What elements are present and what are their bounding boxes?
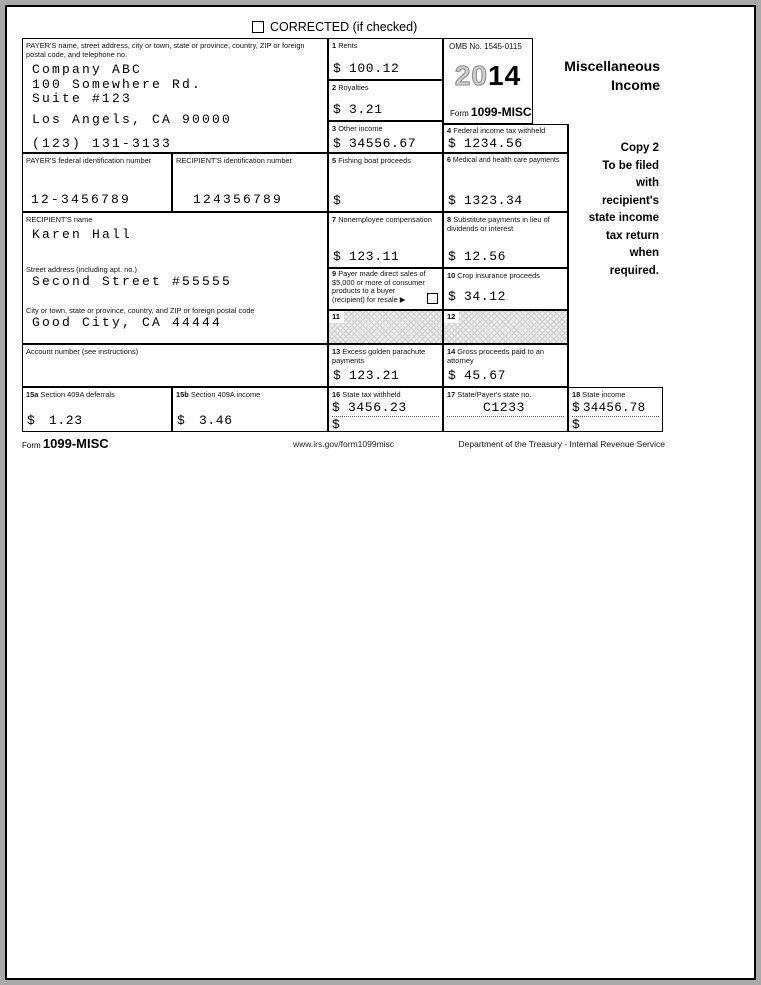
- box3-other-income: [328, 121, 443, 153]
- payer-id-label: PAYER'S federal identification number: [26, 156, 152, 165]
- box2-label: Royalties: [338, 83, 369, 92]
- box18-state-income: [568, 387, 663, 432]
- box14-label: Gross proceeds paid to an attorney: [447, 347, 544, 365]
- box16-dollar2: $: [332, 417, 340, 432]
- box15b-409a-income: [172, 387, 328, 432]
- payer-info-cell: [22, 38, 328, 153]
- box1-dollar: $: [333, 61, 341, 76]
- box6-medical: [443, 153, 568, 212]
- payer-city: Los Angels, CA 90000: [32, 111, 233, 127]
- box9-direct-sales: [328, 268, 443, 310]
- box6-dollar: $: [448, 193, 456, 208]
- box6-label: Medical and health care payments: [452, 157, 560, 164]
- box10-value: 34.12: [464, 289, 507, 304]
- box18-number: 18: [572, 390, 581, 399]
- box16-state-tax: [328, 387, 443, 432]
- account-number-label: Account number (see instructions): [26, 347, 139, 356]
- box13-label: Excess golden parachute payments: [332, 347, 426, 365]
- box7-number: 7: [332, 215, 337, 224]
- box10-number: 10: [447, 271, 456, 280]
- box15b-number: 15b: [176, 390, 189, 399]
- tax-year: [444, 60, 532, 92]
- box15b-dollar: $: [177, 413, 185, 428]
- footer-form-number: Form 1099-MISC: [22, 436, 109, 451]
- box2-royalties: [328, 80, 443, 121]
- payer-phone: (123) 131-3133: [32, 136, 173, 151]
- box1-rents: [328, 38, 443, 80]
- box2-number: 2: [332, 83, 337, 92]
- recipient-name: Karen Hall: [32, 227, 133, 242]
- box3-number: 3: [332, 124, 337, 133]
- form-number-label: Form 1099-MISC: [450, 105, 532, 119]
- box13-parachute: [328, 344, 443, 387]
- copy2-line8: required.: [609, 264, 659, 277]
- box7-value: 123.11: [349, 249, 400, 264]
- box7-dollar: $: [333, 249, 341, 264]
- copy2-line2: To be filed: [602, 159, 659, 172]
- corrected-label: CORRECTED (if checked): [270, 20, 418, 34]
- title-line1: Miscellaneous: [564, 58, 660, 74]
- payer-suite: Suite #123: [32, 91, 133, 106]
- box14-dollar: $: [448, 368, 456, 383]
- box10-dollar: $: [448, 289, 456, 304]
- box17-payer-state-no: [443, 387, 568, 432]
- box16-number: 16: [332, 390, 341, 399]
- box4-federal-tax: [443, 124, 568, 153]
- box1-value: 100.12: [349, 61, 400, 76]
- box10-label: Crop insurance proceeds: [457, 271, 540, 280]
- corrected-checkbox[interactable]: [252, 21, 264, 33]
- box18-label: State income: [582, 390, 626, 399]
- box2-value: 3.21: [349, 102, 383, 117]
- box8-dollar: $: [448, 249, 456, 264]
- box3-label: Other income: [338, 124, 383, 133]
- form-footer: [22, 436, 665, 452]
- box4-dollar: $: [448, 136, 456, 151]
- box8-substitute: [443, 212, 568, 268]
- box18-dollar: $: [572, 400, 580, 415]
- box12-number: 12: [444, 311, 459, 323]
- recipient-street-label: Street address (including apt. no.): [26, 264, 137, 274]
- footer-url: www.irs.gov/form1099misc: [292, 439, 395, 449]
- copy2-block: [568, 124, 663, 387]
- omb-year-cell: [443, 38, 533, 124]
- box3-value: 34556.67: [349, 136, 417, 151]
- box16-dollar: $: [332, 400, 340, 415]
- box7-label: Nonemployee compensation: [338, 215, 432, 224]
- box11-number: 11: [329, 311, 344, 323]
- box15a-dollar: $: [27, 413, 35, 428]
- box18-value: 34456.78: [583, 401, 646, 415]
- recipient-city: Good City, CA 44444: [32, 315, 223, 330]
- box8-number: 8: [447, 215, 452, 224]
- copy2-line5: state income: [588, 212, 659, 224]
- box16-label: State tax withheld: [342, 390, 401, 399]
- box13-value: 123.21: [349, 368, 400, 383]
- box5-fishing-boat: [328, 153, 443, 212]
- box3-dollar: $: [333, 136, 341, 151]
- recipient-id-value: 124356789: [193, 192, 284, 207]
- box10-crop-insurance: [443, 268, 568, 310]
- box17-value: C1233: [483, 400, 526, 415]
- box1-number: 1: [332, 41, 337, 50]
- box17-number: 17: [447, 390, 456, 399]
- year-suffix: 14: [488, 60, 522, 91]
- omb-number: OMB No. 1545-0115: [449, 42, 522, 51]
- copy2-line4: recipient's: [601, 194, 659, 207]
- box11-shaded: [328, 310, 443, 344]
- payer-name: Company ABC: [32, 62, 143, 77]
- box9-number: 9: [332, 269, 337, 278]
- copy2-line7: when: [629, 247, 659, 259]
- box4-number: 4: [447, 126, 452, 135]
- box15a-number: 15a: [26, 390, 39, 399]
- account-number-cell: [22, 344, 328, 387]
- box18-dollar2: $: [572, 417, 580, 432]
- payer-street: 100 Somewhere Rd.: [32, 76, 203, 92]
- box14-value: 45.67: [464, 368, 507, 383]
- payer-id-value: 12-3456789: [31, 192, 132, 207]
- copy2-line3: with: [636, 177, 659, 189]
- box5-label: Fishing boat proceeds: [338, 156, 411, 165]
- box15a-409a-deferrals: [22, 387, 172, 432]
- payer-label: PAYER'S name, street address, city or town, state or province, country, ZIP or foreign postal code, and telephone no.: [26, 41, 305, 59]
- box13-number: 13: [332, 347, 341, 356]
- form-title: [533, 57, 660, 95]
- box15b-value: 3.46: [199, 413, 233, 428]
- form-page: [5, 5, 756, 980]
- box14-attorney: [443, 344, 568, 387]
- box4-label: Federal income tax withheld: [453, 126, 546, 135]
- box15a-value: 1.23: [49, 413, 83, 428]
- copy2-line1: Copy 2: [620, 142, 659, 154]
- recipient-city-label: City or town, state or province, country, and ZIP or foreign postal code: [26, 306, 255, 315]
- box17-label: State/Payer's state no.: [457, 390, 532, 399]
- box4-value: 1234.56: [464, 136, 523, 151]
- box6-value: 1323.34: [464, 193, 523, 208]
- box5-number: 5: [332, 156, 337, 165]
- box15a-label: Section 409A deferrals: [40, 390, 115, 399]
- box5-dollar: $: [333, 193, 341, 208]
- box2-dollar: $: [333, 102, 341, 117]
- recipient-name-label: RECIPIENT'S name: [26, 215, 93, 224]
- recipient-id-cell: [172, 153, 328, 212]
- box16-value: 3456.23: [348, 400, 407, 415]
- box7-nonemployee: [328, 212, 443, 268]
- title-line2: Income: [610, 77, 660, 93]
- box1-label: Rents: [338, 41, 358, 50]
- copy2-line6: tax return: [605, 229, 659, 242]
- box14-number: 14: [447, 347, 456, 356]
- payer-id-cell: [22, 153, 172, 212]
- box8-value: 12.56: [464, 249, 507, 264]
- box6-number: 6: [447, 157, 451, 164]
- box8-label: Substitute payments in lieu of dividends or interest: [447, 215, 550, 233]
- box12-shaded: [443, 310, 568, 344]
- recipient-id-label: RECIPIENT'S identification number: [176, 156, 293, 165]
- box9-label: Payer made direct sales of $5,000 or more of consumer products to a buyer (recipient) for resale ▶: [332, 269, 426, 304]
- box15b-label: Section 409A income: [190, 390, 261, 399]
- box13-dollar: $: [333, 368, 341, 383]
- year-prefix: 20: [454, 60, 488, 91]
- resale-checkbox[interactable]: [427, 293, 438, 304]
- footer-agency: Department of the Treasury - Internal Revenue Service: [458, 439, 665, 449]
- recipient-block: [22, 212, 328, 344]
- recipient-street: Second Street #55555: [32, 273, 233, 289]
